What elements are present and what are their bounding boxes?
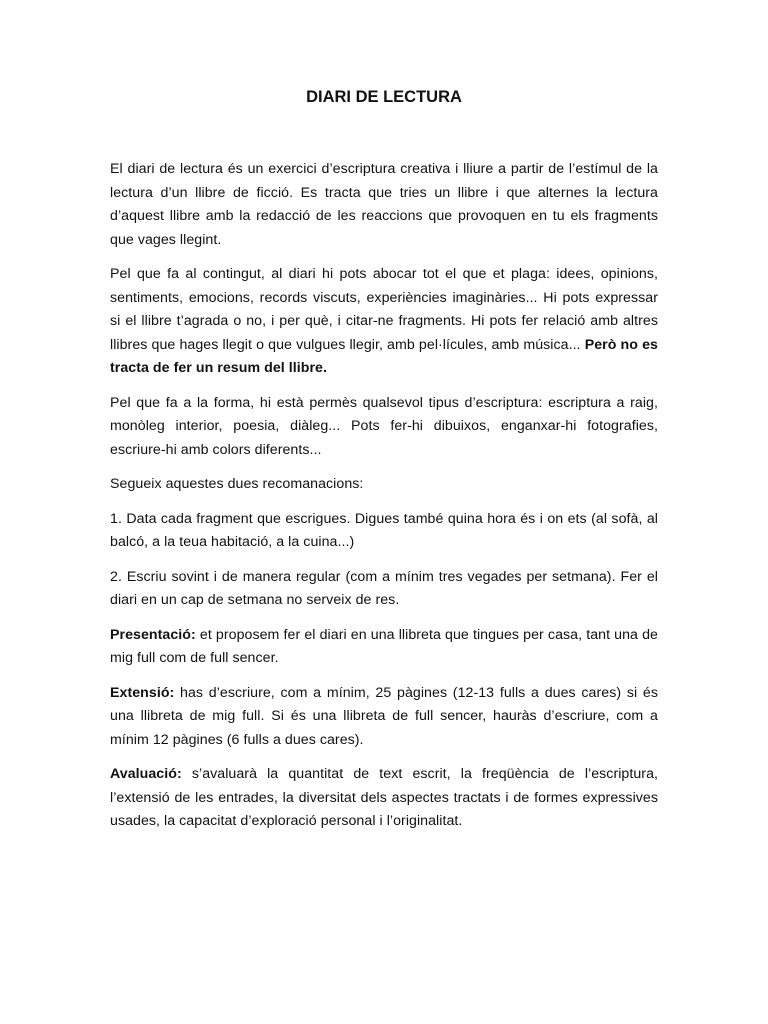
recommendations-intro: Segueix aquestes dues recomanacions: xyxy=(110,476,364,492)
form-paragraph: Pel que fa a la forma, hi està permès qualsevol tipus d’escriptura: escriptura a raig, monòleg interior, poesia, diàleg... Pots fer-hi dibuixos, enganxar-hi fotografies, escriure-hi amb colors diferents... xyxy=(110,394,658,458)
content-text: Pel que fa al contingut, al diari hi pots abocar tot el que et plaga: idees, opinions, sentiments, emocions, records viscuts, experiències imaginàries... Hi pots expressar si el llibre t’agrada o no, i per què, i citar-ne fragments. Hi pots fer relació amb altres llibres que hages llegit o que vulgues llegir, amb pel·lícules, amb música... xyxy=(110,266,658,353)
recommendation-2: 2. Escriu sovint i de manera regular (com a mínim tres vegades per setmana). Fer el diari en un cap de setmana no serveix de res. xyxy=(110,568,658,608)
presentation-text: et proposem fer el diari en una llibreta que tingues per casa, tant una de mig full com de full sencer. xyxy=(110,626,658,666)
content-paragraph xyxy=(110,263,658,381)
presentation-paragraph xyxy=(110,624,658,671)
extension-label: Extensió: xyxy=(110,684,175,701)
presentation-label: Presentació: xyxy=(110,626,196,643)
recommendation-1: 1. Data cada fragment que escrigues. Digues també quina hora és i on ets (al sofà, al balcó, a la teua habitació, a la cuina...) xyxy=(110,510,658,550)
extension-paragraph xyxy=(110,682,658,753)
content-bold-text: Però no es tracta de fer un resum del llibre. xyxy=(110,336,658,376)
document-title: DIARI DE LECTURA xyxy=(306,88,462,106)
evaluation-label: Avaluació: xyxy=(110,766,182,782)
extension-text: has d’escriure, com a mínim, 25 pàgines (12-13 fulls a dues cares) si és una llibreta de mig full. Si és una llibreta de full sencer, hauràs d’escriure, com a mínim 12 pàgines (6 fulls a dues cares). xyxy=(110,684,658,748)
evaluation-paragraph xyxy=(110,763,658,834)
evaluation-text: s’avaluarà la quantitat de text escrit, la freqüència de l’escriptura, l’extensió de les entrades, la diversitat dels aspectes tractats i de formes expressives usades, la capacitat d’exploració personal i l’originalitat. xyxy=(110,766,659,829)
intro-paragraph: El diari de lectura és un exercici d’escriptura creativa i lliure a partir de l’estímul de la lectura d’un llibre de ficció. Es tracta que tries un llibre i que alternes la lectura d’aquest llibre amb la redacció de les reaccions que provoquen en tu els fragments que vages llegint. xyxy=(110,161,658,248)
